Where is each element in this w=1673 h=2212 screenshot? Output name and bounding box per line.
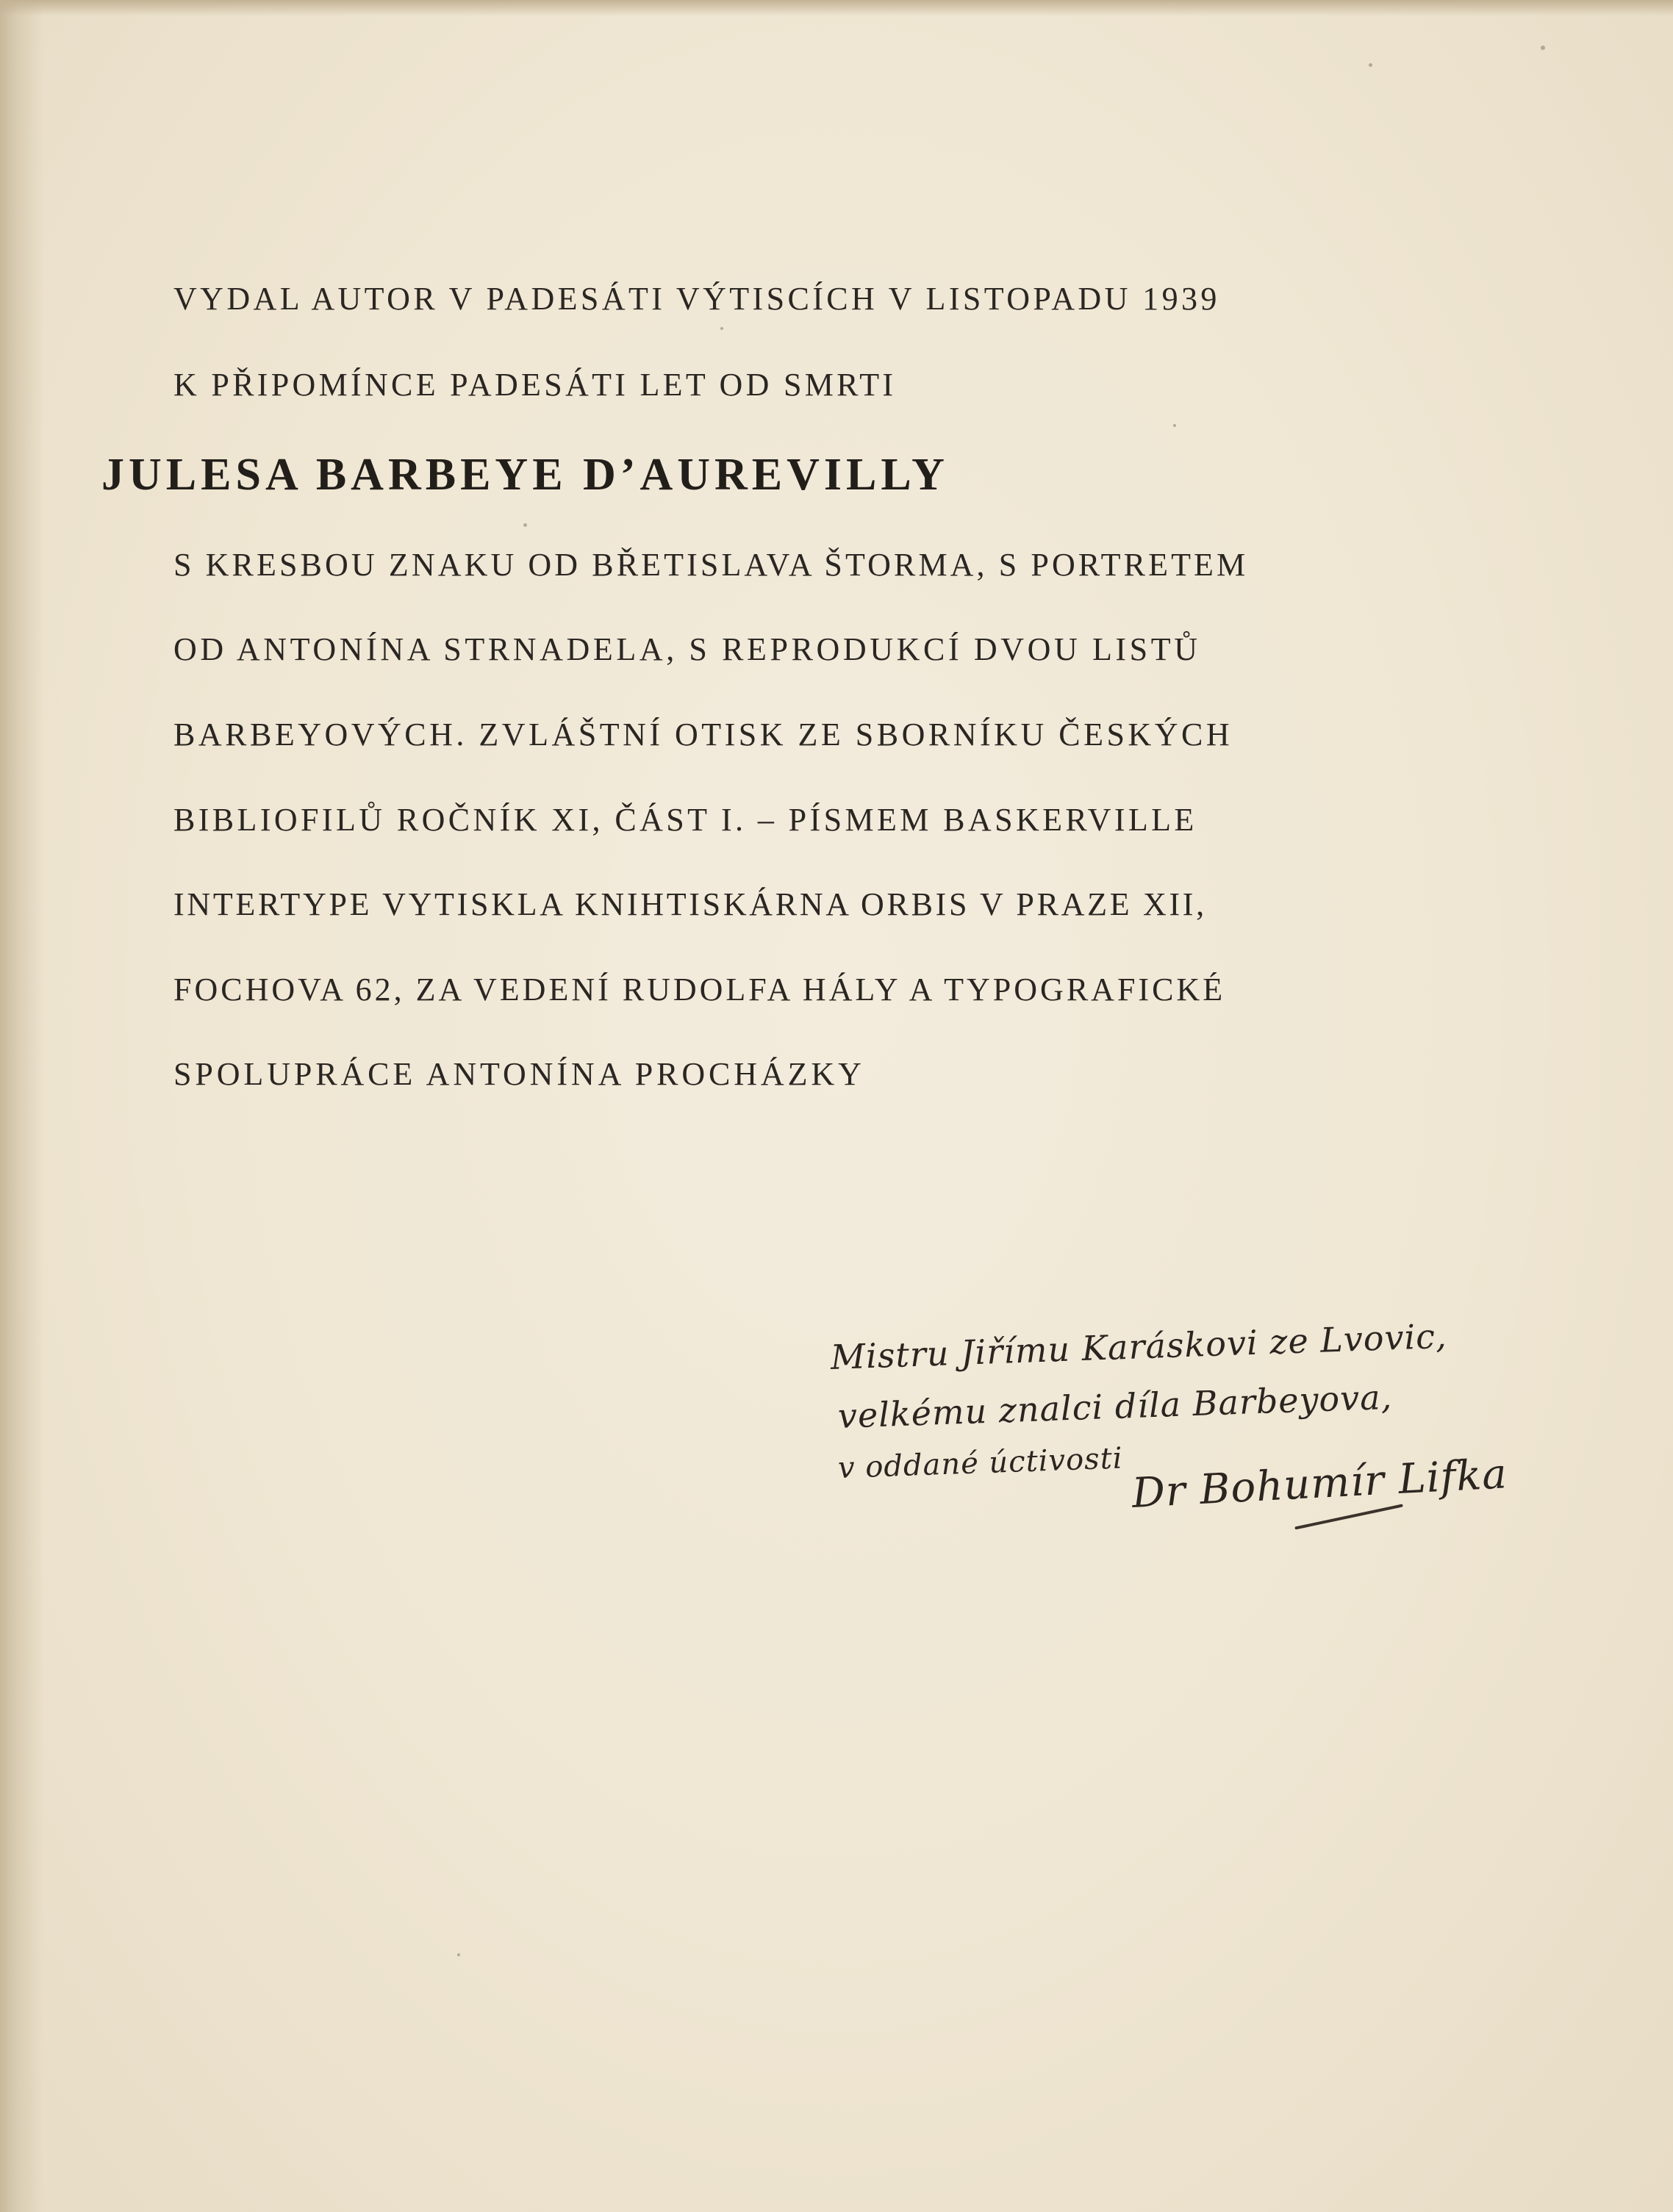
paper-speck [720,327,723,330]
dedication-line-praise: velkému znalci díla Barbeyova, [837,1376,1393,1436]
paper-speck [1369,63,1372,67]
colophon-line-collaboration: SPOLUPRÁCE ANTONÍNA PROCHÁZKY [173,1056,865,1092]
colophon-line-illustration: S KRESBOU ZNAKU OD BŘETISLAVA ŠTORMA, S PORTRETEM [173,547,1249,583]
colophon-line-portrait: OD ANTONÍNA STRNADELA, S REPRODUKCÍ DVOU LISTŮ [173,631,1201,667]
paper-speck [1541,46,1545,50]
colophon-line-address: FOCHOVA 62, ZA VEDENÍ RUDOLFA HÁLY A TYPOGRAFICKÉ [173,972,1226,1008]
colophon-line-printer: INTERTYPE VYTISKLA KNIHTISKÁRNA ORBIS V PRAZE XII, [173,886,1207,922]
dedication-line-recipient: Mistru Jiřímu Karáskovi ze Lvovic, [830,1315,1448,1377]
handwritten-dedication [823,1315,1509,1565]
paper-speck [523,523,527,527]
paper-speck [1173,424,1176,427]
colophon-line-edition: VYDAL AUTOR V PADESÁTI VÝTISCÍCH V LISTOPADU 1939 [173,281,1220,317]
paper-speck [457,1953,460,1956]
colophon-line-typeface: BIBLIOFILŮ ROČNÍK XI, ČÁST I. – PÍSMEM BASKERVILLE [173,802,1197,838]
colophon-line-offprint: BARBEYOVÝCH. ZVLÁŠTNÍ OTISK ZE SBORNÍKU ČESKÝCH [173,717,1233,753]
colophon-title: JULESA BARBEYE D’AUREVILLY [101,450,949,500]
signature: Dr Bohumír Lifka [1131,1450,1509,1518]
dedication-line-respect: v oddané úctivosti [837,1441,1124,1485]
colophon-line-commemoration: K PŘIPOMÍNCE PADESÁTI LET OD SMRTI [173,367,897,403]
